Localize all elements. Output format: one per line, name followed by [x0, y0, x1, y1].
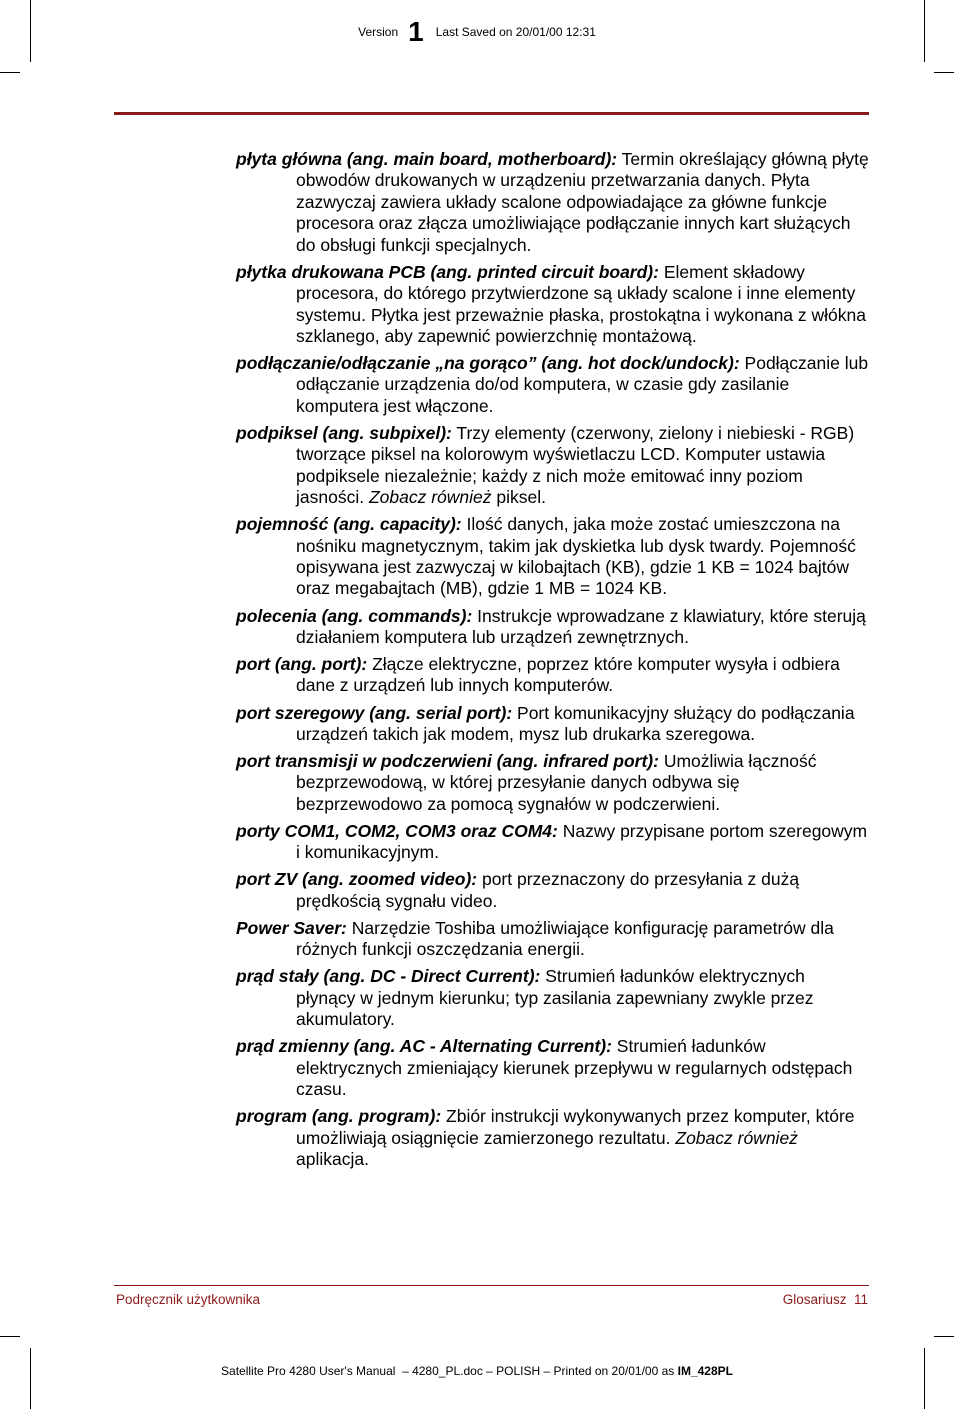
- glossary-definition: Ilość danych, jaka może zostać umieszczona na nośniku magnetycznym, takim jak dyskietka lub dysk twardy. Pojemność opisywana jest zazwyczaj w kilobajtach (KB), gdzie 1 KB = 1024 bajtów oraz megabajtach (MB), gdzie 1 MB = 1024 KB.: [296, 514, 856, 599]
- glossary-list: [236, 149, 869, 1176]
- glossary-definition: Termin określający główną płytę obwodów drukowanych w urządzeniu przetwarzania danych. Płyta zazwyczaj zawiera układy scalone odpowiadające za główne funkcje procesora oraz złącza umożliwiające podłączanie innych kart służących do obsługi funkcji specjalnych.: [296, 149, 869, 255]
- glossary-definition: Narzędzie Toshiba umożliwiające konfigurację parametrów dla różnych funkcji oszczędzania energii.: [296, 917, 834, 960]
- see-also-target: aplikacja.: [296, 1149, 369, 1170]
- glossary-term: Power Saver:: [236, 917, 347, 938]
- crop-mark: [924, 1348, 925, 1409]
- glossary-definition: Nazwy przypisane portom szeregowym i komunikacyjnym.: [296, 820, 868, 863]
- glossary-entry: [236, 606, 869, 649]
- glossary-entry: [236, 514, 869, 600]
- print-info-text: Satellite Pro 4280 User's Manual – 4280_PL.doc – POLISH – Printed on 20/01/00 as: [221, 1364, 678, 1378]
- glossary-entry: [236, 262, 869, 348]
- glossary-definition: Umożliwia łączność bezprzewodową, w której przesyłanie danych odbywa się bezprzewodowo za pomocą sygnałów w podczerwieni.: [296, 751, 817, 814]
- glossary-entry: [236, 149, 869, 256]
- footer-manual-title: Podręcznik użytkownika: [116, 1292, 261, 1307]
- glossary-definition: Instrukcje wprowadzane z klawiatury, które sterują działaniem komputera lub urządzeń zewnętrznych.: [296, 605, 866, 647]
- crop-mark: [934, 72, 954, 73]
- glossary-entry: [236, 918, 869, 961]
- glossary-definition: Strumień ładunków elektrycznych płynący w jednym kierunku; typ zasilania zapewniany zwykle przez akumulatory.: [296, 966, 814, 1030]
- print-info-code: IM_428PL: [677, 1364, 733, 1378]
- glossary-entry: [236, 353, 869, 417]
- crop-mark: [934, 1336, 954, 1337]
- top-rule: [114, 112, 869, 115]
- bottom-rule: [114, 1285, 869, 1286]
- glossary-definition: Trzy elementy (czerwony, zielony i niebieski - RGB) tworzące piksel na kolorowym wyświetlaczu LCD. Komputer ustawia podpiksele niezależnie; każdy z nich może emitować inny poziom jasności.: [296, 422, 855, 508]
- glossary-term: pojemność (ang. capacity):: [236, 514, 462, 535]
- footer-page-number: Glosariusz 11: [782, 1292, 868, 1307]
- see-also-label: Zobacz również: [675, 1127, 798, 1148]
- document-header: [0, 18, 954, 46]
- glossary-term: porty COM1, COM2, COM3 oraz COM4:: [236, 820, 558, 841]
- glossary-definition: Złącze elektryczne, poprzez które komputer wysyła i odbiera dane z urządzeń lub innych komputerów.: [296, 654, 840, 696]
- glossary-term: port ZV (ang. zoomed video):: [236, 869, 478, 890]
- glossary-definition: Element składowy procesora, do którego przytwierdzone są układy scalone i inne elementy systemu. Płytka jest przeważnie płaska, prostokątna i wykonana z włókna szklanego, aby zapewnić powierzchnię montażową.: [296, 261, 866, 346]
- glossary-term: program (ang. program):: [236, 1106, 442, 1127]
- glossary-term: podłączanie/odłączanie „na gorąco” (ang. hot dock/undock):: [236, 353, 740, 374]
- glossary-term: prąd stały (ang. DC - Direct Current):: [236, 966, 541, 987]
- crop-mark: [0, 72, 20, 73]
- see-also-target: piksel.: [491, 487, 546, 508]
- glossary-entry: [236, 654, 869, 697]
- glossary-term: port (ang. port):: [236, 654, 368, 675]
- glossary-definition: Podłączanie lub odłączanie urządzenia do/od komputera, w czasie gdy zasilanie komputera jest włączone.: [296, 353, 869, 416]
- glossary-entry: [236, 703, 869, 746]
- glossary-term: port szeregowy (ang. serial port):: [236, 702, 513, 723]
- version-label: Version: [358, 25, 399, 39]
- glossary-term: polecenia (ang. commands):: [236, 605, 473, 626]
- glossary-definition: Strumień ładunków elektrycznych zmieniający kierunek przepływu w regularnych odstępach czasu.: [296, 1036, 853, 1100]
- version-number: 1: [408, 16, 424, 47]
- crop-mark: [0, 1336, 20, 1337]
- glossary-entry: [236, 1106, 869, 1170]
- see-also-label: Zobacz również: [368, 487, 492, 508]
- glossary-term: podpiksel (ang. subpixel):: [236, 422, 452, 443]
- glossary-entry: [236, 821, 869, 864]
- print-info-line: [0, 1364, 954, 1378]
- glossary-term: płyta główna (ang. main board, motherboard):: [236, 149, 618, 169]
- glossary-entry: [236, 869, 869, 912]
- glossary-term: port transmisji w podczerwieni (ang. infrared port):: [236, 751, 659, 772]
- glossary-definition: port przeznaczony do przesyłania z dużą prędkością sygnału video.: [296, 869, 800, 911]
- glossary-entry: [236, 966, 869, 1030]
- glossary-definition: Zbiór instrukcji wykonywanych przez komputer, które umożliwiają osiągnięcie zamierzonego rezultatu.: [296, 1106, 855, 1148]
- glossary-entry: [236, 751, 869, 815]
- crop-mark: [30, 1348, 31, 1409]
- glossary-definition: Port komunikacyjny służący do podłączania urządzeń takich jak modem, mysz lub drukarka szeregowa.: [296, 702, 855, 744]
- glossary-entry: [236, 1036, 869, 1100]
- glossary-term: płytka drukowana PCB (ang. printed circuit board):: [236, 261, 659, 282]
- glossary-term: prąd zmienny (ang. AC - Alternating Current):: [236, 1036, 612, 1057]
- glossary-entry: [236, 423, 869, 509]
- last-saved: Last Saved on 20/01/00 12:31: [435, 25, 596, 39]
